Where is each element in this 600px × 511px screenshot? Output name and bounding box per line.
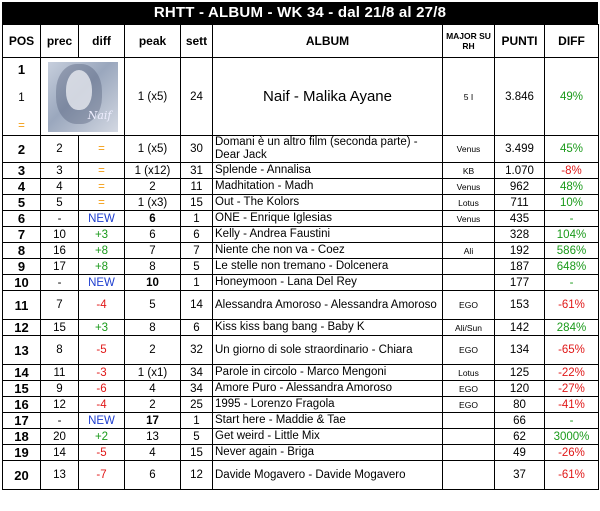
points: 187 <box>495 259 545 275</box>
peak: 1 (x5) <box>125 58 181 136</box>
header-peak: peak <box>125 25 181 58</box>
label: Ali/Sun <box>443 320 495 336</box>
peak: 1 (x1) <box>125 365 181 381</box>
points: 125 <box>495 365 545 381</box>
position-change: -4 <box>79 397 125 413</box>
peak: 1 (x3) <box>125 195 181 211</box>
previous-position: 4 <box>41 179 79 195</box>
weeks: 6 <box>181 227 213 243</box>
previous-position: 7 <box>41 291 79 320</box>
position-change: -3 <box>79 365 125 381</box>
position-change: +3 <box>79 227 125 243</box>
position: 13 <box>3 336 41 365</box>
album-title: Madhitation - Madh <box>213 179 443 195</box>
previous-position: 1 <box>18 92 25 104</box>
peak: 8 <box>125 259 181 275</box>
weeks: 31 <box>181 163 213 179</box>
weeks: 34 <box>181 381 213 397</box>
album-title: Niente che non va - Coez <box>213 243 443 259</box>
points: 80 <box>495 397 545 413</box>
album-chart-table <box>2 24 599 490</box>
percent-change: - <box>545 275 599 291</box>
position-change: +8 <box>79 243 125 259</box>
peak: 17 <box>125 413 181 429</box>
album-title: Un giorno di sole straordinario - Chiara <box>213 336 443 365</box>
previous-position: 10 <box>41 227 79 243</box>
points: 37 <box>495 461 545 490</box>
weeks: 5 <box>181 259 213 275</box>
percent-change: -61% <box>545 461 599 490</box>
table-row <box>3 195 599 211</box>
position-change: NEW <box>79 413 125 429</box>
points: 3.846 <box>495 58 545 136</box>
previous-position: - <box>41 413 79 429</box>
weeks: 1 <box>181 211 213 227</box>
points: 962 <box>495 179 545 195</box>
label <box>443 445 495 461</box>
position: 20 <box>3 461 41 490</box>
header-sett: sett <box>181 25 213 58</box>
album-title: Get weird - Little Mix <box>213 429 443 445</box>
position: 12 <box>3 320 41 336</box>
table-row <box>3 136 599 163</box>
header-album: ALBUM <box>213 25 443 58</box>
position-change: = <box>79 195 125 211</box>
table-row <box>3 336 599 365</box>
weeks: 6 <box>181 320 213 336</box>
table-row <box>3 58 599 136</box>
table-row <box>3 291 599 320</box>
chart-title: RHTT - ALBUM - WK 34 - dal 21/8 al 27/8 <box>2 2 598 24</box>
position-change: +8 <box>79 259 125 275</box>
peak: 4 <box>125 381 181 397</box>
points: 711 <box>495 195 545 211</box>
label: Lotus <box>443 195 495 211</box>
weeks: 24 <box>181 58 213 136</box>
peak: 6 <box>125 461 181 490</box>
album-title: Davide Mogavero - Davide Mogavero <box>213 461 443 490</box>
percent-change: 648% <box>545 259 599 275</box>
table-row <box>3 429 599 445</box>
table-row <box>3 365 599 381</box>
position-change: -7 <box>79 461 125 490</box>
header-prec: prec <box>41 25 79 58</box>
table-row <box>3 413 599 429</box>
position-change: = <box>18 119 25 132</box>
previous-position: 17 <box>41 259 79 275</box>
percent-change: 10% <box>545 195 599 211</box>
position: 5 <box>3 195 41 211</box>
label: Venus <box>443 179 495 195</box>
points: 435 <box>495 211 545 227</box>
label: Ali <box>443 243 495 259</box>
album-title: Honeymoon - Lana Del Rey <box>213 275 443 291</box>
percent-change: 48% <box>545 179 599 195</box>
percent-change: -27% <box>545 381 599 397</box>
previous-position: 20 <box>41 429 79 445</box>
header-pos: POS <box>3 25 41 58</box>
percent-change: 284% <box>545 320 599 336</box>
album-title: Kelly - Andrea Faustini <box>213 227 443 243</box>
previous-position: - <box>41 211 79 227</box>
label <box>443 429 495 445</box>
percent-change: -41% <box>545 397 599 413</box>
peak: 1 (x5) <box>125 136 181 163</box>
position-change: = <box>79 163 125 179</box>
album-title: ONE - Enrique Iglesias <box>213 211 443 227</box>
position: 11 <box>3 291 41 320</box>
points: 62 <box>495 429 545 445</box>
weeks: 1 <box>181 413 213 429</box>
previous-position: 12 <box>41 397 79 413</box>
points: 3.499 <box>495 136 545 163</box>
weeks: 14 <box>181 291 213 320</box>
percent-change: 104% <box>545 227 599 243</box>
position: 8 <box>3 243 41 259</box>
label: KB <box>443 163 495 179</box>
percent-change: - <box>545 211 599 227</box>
peak: 7 <box>125 243 181 259</box>
peak: 8 <box>125 320 181 336</box>
position-change: -4 <box>79 291 125 320</box>
table-row <box>3 179 599 195</box>
album-title: Start here - Maddie & Tae <box>213 413 443 429</box>
weeks: 15 <box>181 445 213 461</box>
previous-position: 11 <box>41 365 79 381</box>
percent-change: 45% <box>545 136 599 163</box>
points: 120 <box>495 381 545 397</box>
position-change: NEW <box>79 275 125 291</box>
previous-position: 16 <box>41 243 79 259</box>
position: 9 <box>3 259 41 275</box>
position-change: = <box>79 136 125 163</box>
percent-change: -65% <box>545 336 599 365</box>
position: 6 <box>3 211 41 227</box>
album-title: 1995 - Lorenzo Fragola <box>213 397 443 413</box>
points: 66 <box>495 413 545 429</box>
previous-position: 15 <box>41 320 79 336</box>
label <box>443 259 495 275</box>
weeks: 12 <box>181 461 213 490</box>
points: 328 <box>495 227 545 243</box>
points: 49 <box>495 445 545 461</box>
cover-cell <box>41 58 125 136</box>
position-change: -5 <box>79 445 125 461</box>
table-row <box>3 259 599 275</box>
table-row <box>3 320 599 336</box>
percent-change: - <box>545 413 599 429</box>
peak: 4 <box>125 445 181 461</box>
previous-position: 14 <box>41 445 79 461</box>
header-row <box>3 25 599 58</box>
percent-change: -26% <box>545 445 599 461</box>
previous-position: 5 <box>41 195 79 211</box>
album-title: Amore Puro - Alessandra Amoroso <box>213 381 443 397</box>
table-row <box>3 163 599 179</box>
album-title: Alessandra Amoroso - Alessandra Amoroso <box>213 291 443 320</box>
percent-change: 49% <box>545 58 599 136</box>
position: 17 <box>3 413 41 429</box>
previous-position: 8 <box>41 336 79 365</box>
peak: 1 (x12) <box>125 163 181 179</box>
position-change: -5 <box>79 336 125 365</box>
album-title: Parole in circolo - Marco Mengoni <box>213 365 443 381</box>
label: 5 I <box>443 58 495 136</box>
position: 7 <box>3 227 41 243</box>
label: EGO <box>443 381 495 397</box>
table-row <box>3 445 599 461</box>
label: Venus <box>443 136 495 163</box>
table-row <box>3 211 599 227</box>
album-cover-image <box>48 62 118 132</box>
peak: 5 <box>125 291 181 320</box>
position: 1 <box>17 61 26 77</box>
points: 177 <box>495 275 545 291</box>
weeks: 25 <box>181 397 213 413</box>
previous-position: 9 <box>41 381 79 397</box>
peak: 13 <box>125 429 181 445</box>
percent-change: 3000% <box>545 429 599 445</box>
table-row <box>3 381 599 397</box>
table-row <box>3 397 599 413</box>
album-title: Le stelle non tremano - Dolcenera <box>213 259 443 275</box>
peak: 2 <box>125 336 181 365</box>
header-major: MAJOR SU RH <box>443 25 495 58</box>
album-title: Kiss kiss bang bang - Baby K <box>213 320 443 336</box>
position: 3 <box>3 163 41 179</box>
album-title: Domani è un altro film (seconda parte) - Dear Jack <box>213 136 443 163</box>
points: 1.070 <box>495 163 545 179</box>
label: Venus <box>443 211 495 227</box>
position-change: NEW <box>79 211 125 227</box>
weeks: 11 <box>181 179 213 195</box>
previous-position: 2 <box>41 136 79 163</box>
position: 4 <box>3 179 41 195</box>
table-row <box>3 243 599 259</box>
weeks: 1 <box>181 275 213 291</box>
peak: 10 <box>125 275 181 291</box>
table-row <box>3 461 599 490</box>
percent-change: -61% <box>545 291 599 320</box>
label: Lotus <box>443 365 495 381</box>
weeks: 7 <box>181 243 213 259</box>
position: 16 <box>3 397 41 413</box>
label <box>443 275 495 291</box>
position: 15 <box>3 381 41 397</box>
table-row <box>3 275 599 291</box>
cover-signature: Naif <box>87 108 112 122</box>
previous-position: - <box>41 275 79 291</box>
points: 142 <box>495 320 545 336</box>
peak: 6 <box>125 211 181 227</box>
album-title: Never again - Briga <box>213 445 443 461</box>
position: 18 <box>3 429 41 445</box>
album-title: Out - The Kolors <box>213 195 443 211</box>
weeks: 30 <box>181 136 213 163</box>
position-change: +3 <box>79 320 125 336</box>
peak: 2 <box>125 179 181 195</box>
percent-change: 586% <box>545 243 599 259</box>
label <box>443 227 495 243</box>
label: EGO <box>443 336 495 365</box>
album-title: Naif - Malika Ayane <box>213 58 443 136</box>
chart-container <box>2 2 598 490</box>
position-change: +2 <box>79 429 125 445</box>
percent-change: -8% <box>545 163 599 179</box>
points: 192 <box>495 243 545 259</box>
header-diff: diff <box>79 25 125 58</box>
label <box>443 413 495 429</box>
label: EGO <box>443 291 495 320</box>
position: 10 <box>3 275 41 291</box>
percent-change: -22% <box>545 365 599 381</box>
position-change: = <box>79 179 125 195</box>
weeks: 34 <box>181 365 213 381</box>
position: 2 <box>3 136 41 163</box>
album-title: Splende - Annalisa <box>213 163 443 179</box>
points: 153 <box>495 291 545 320</box>
peak: 2 <box>125 397 181 413</box>
previous-position: 13 <box>41 461 79 490</box>
table-row <box>3 227 599 243</box>
weeks: 5 <box>181 429 213 445</box>
weeks: 15 <box>181 195 213 211</box>
points: 134 <box>495 336 545 365</box>
label <box>443 461 495 490</box>
position: 19 <box>3 445 41 461</box>
position-change: -6 <box>79 381 125 397</box>
previous-position: 3 <box>41 163 79 179</box>
peak: 6 <box>125 227 181 243</box>
position: 14 <box>3 365 41 381</box>
weeks: 32 <box>181 336 213 365</box>
header-punti: PUNTI <box>495 25 545 58</box>
first-pos-cell <box>3 58 41 136</box>
header-diff-percent: DIFF <box>545 25 599 58</box>
label: EGO <box>443 397 495 413</box>
